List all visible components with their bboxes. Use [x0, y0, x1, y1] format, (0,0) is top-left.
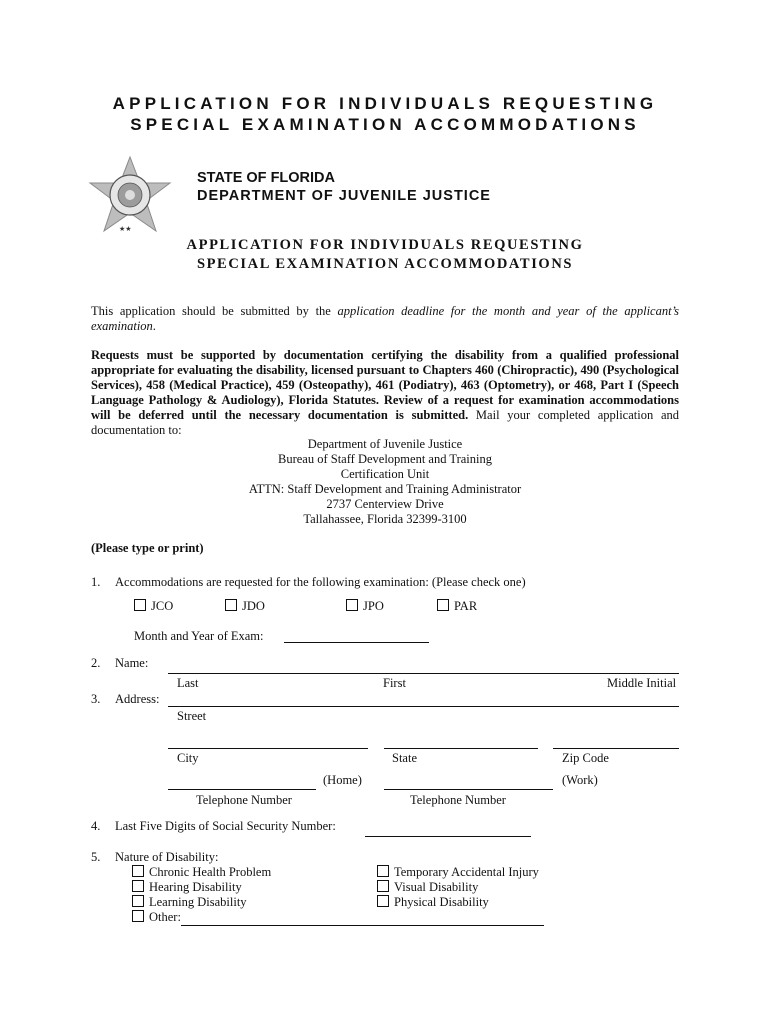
zip-caption: Zip Code: [562, 751, 609, 765]
home-telephone-caption: Telephone Number: [196, 793, 292, 807]
sub-title-line2: SPECIAL EXAMINATION ACCOMMODATIONS: [196, 256, 574, 272]
other-disability-field[interactable]: [181, 925, 544, 926]
checkbox[interactable]: [225, 599, 237, 611]
checkbox[interactable]: [132, 880, 144, 892]
q3-number: 3.: [91, 692, 101, 706]
month-year-field[interactable]: [284, 642, 429, 643]
home-phone-field[interactable]: [168, 789, 316, 790]
q4-number: 4.: [91, 819, 101, 833]
disability-learning[interactable]: Learning Disability: [132, 895, 247, 910]
work-phone-field[interactable]: [384, 789, 553, 790]
checkbox[interactable]: [377, 865, 389, 877]
state-name: STATE OF FLORIDA: [197, 170, 336, 186]
q1-text: Accommodations are requested for the following examination: (Please check one): [115, 575, 526, 589]
street-field[interactable]: [168, 706, 679, 707]
disability-visual[interactable]: Visual Disability: [377, 880, 478, 895]
disability-temporary-injury[interactable]: Temporary Accidental Injury: [377, 865, 539, 880]
work-caption: (Work): [562, 773, 598, 787]
last-name-caption: Last: [177, 676, 199, 690]
name-label: Name:: [115, 656, 149, 670]
main-title-line1: APPLICATION FOR INDIVIDUALS REQUESTING: [112, 94, 658, 113]
q5-number: 5.: [91, 850, 101, 864]
type-or-print-instruction: (Please type or print): [91, 541, 204, 555]
checkbox[interactable]: [132, 910, 144, 922]
state-field[interactable]: [384, 748, 538, 749]
street-caption: Street: [177, 709, 207, 723]
exam-option-par[interactable]: PAR: [437, 599, 477, 614]
disability-chronic-health[interactable]: Chronic Health Problem: [132, 865, 271, 880]
first-name-caption: First: [383, 676, 406, 690]
work-telephone-caption: Telephone Number: [410, 793, 506, 807]
q1-number: 1.: [91, 575, 101, 589]
home-caption: (Home): [323, 773, 362, 787]
sub-title-line1: APPLICATION FOR INDIVIDUALS REQUESTING: [186, 237, 584, 253]
checkbox[interactable]: [437, 599, 449, 611]
intro-paragraph: This application should be submitted by the application deadline for the month and year of the applicant’s examination.: [91, 304, 679, 333]
department-name: DEPARTMENT OF JUVENILE JUSTICE: [197, 188, 491, 204]
checkbox[interactable]: [132, 895, 144, 907]
disability-other[interactable]: Other:: [132, 910, 181, 925]
month-year-label: Month and Year of Exam:: [134, 629, 264, 643]
zip-field[interactable]: [553, 748, 679, 749]
disability-label: Nature of Disability:: [115, 850, 219, 864]
svg-text:★★: ★★: [119, 225, 132, 233]
checkbox[interactable]: [134, 599, 146, 611]
exam-option-jpo[interactable]: JPO: [346, 599, 384, 614]
ssn-label: Last Five Digits of Social Security Number:: [115, 819, 336, 833]
middle-initial-caption: Middle Initial: [607, 676, 677, 690]
ssn-field[interactable]: [365, 836, 531, 837]
requirements-paragraph: Requests must be supported by documentation certifying the disability from a qualified professional appropriate for evaluating the disability, licensed pursuant to Chapters 460 (Chiropractic), 490 (Psychological Services), 458 (Medical Practice), 459 (Osteopathy), 461 (Podiatry), 463 (Optometry), or 468, Part I (Speech Language Pathology & Audiology), Florida Statutes. Review of a request for examination accommodations will be deferred until the necessary documentation is submitted. Mail your completed application and documentation to:: [91, 348, 680, 437]
main-title-line2: SPECIAL EXAMINATION ACCOMMODATIONS: [130, 115, 640, 134]
checkbox[interactable]: [346, 599, 358, 611]
disability-physical[interactable]: Physical Disability: [377, 895, 489, 910]
disability-hearing[interactable]: Hearing Disability: [132, 880, 242, 895]
mailing-address: Department of Juvenile Justice Bureau of Staff Development and Training Certification Unit ATTN: Staff Development and Training Administrator 2737 Centerview Drive Tallahassee, Florida 32399-3100: [248, 437, 522, 526]
address-label: Address:: [115, 692, 160, 706]
checkbox[interactable]: [377, 895, 389, 907]
exam-option-jdo[interactable]: JDO: [225, 599, 265, 614]
department-seal-icon: [86, 155, 174, 239]
city-caption: City: [177, 751, 199, 765]
state-caption: State: [392, 751, 417, 765]
checkbox[interactable]: [132, 865, 144, 877]
exam-option-jco[interactable]: JCO: [134, 599, 173, 614]
checkbox[interactable]: [377, 880, 389, 892]
name-field[interactable]: [168, 673, 679, 674]
city-field[interactable]: [168, 748, 368, 749]
q2-number: 2.: [91, 656, 101, 670]
